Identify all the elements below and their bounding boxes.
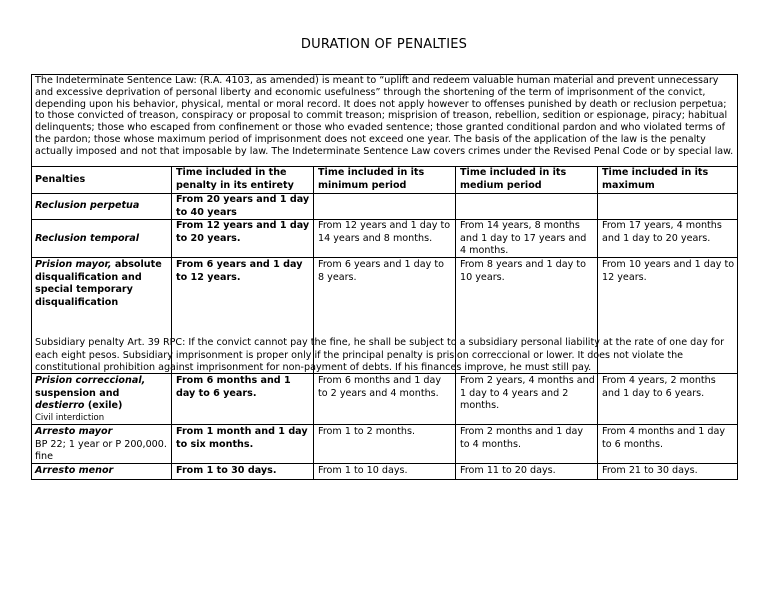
header-entirety: Time included in the penalty in its entirety xyxy=(176,167,294,191)
penalty-prision-correccional xyxy=(35,375,169,413)
reclusion-temporal-minimum: From 12 years and 1 day to 14 years and 8 months. xyxy=(318,220,451,244)
destierro-rest: (exile) xyxy=(84,400,123,411)
prision-mayor-minimum: From 6 years and 1 day to 8 years. xyxy=(318,259,445,283)
arresto-mayor-medium: From 2 months and 1 day to 4 months. xyxy=(460,426,584,450)
header-penalties: Penalties xyxy=(35,174,86,185)
header-minimum: Time included in its minimum period xyxy=(318,167,425,191)
header-maximum: Time included in its maximum xyxy=(602,167,709,191)
penalty-reclusion-temporal: Reclusion temporal xyxy=(35,233,140,244)
arresto-mayor-sub: BP 22; 1 year or P 200,000. fine xyxy=(35,439,167,462)
prision-correccional-minimum: From 6 months and 1 day to 2 years and 4 months. xyxy=(318,375,442,399)
reclusion-temporal-entirety: From 12 years and 1 day to 20 years. xyxy=(176,220,310,244)
prision-correccional-mid: suspension and xyxy=(35,387,120,399)
prision-mayor-italic: Prision mayor, xyxy=(35,259,112,270)
penalty-arresto-menor: Arresto menor xyxy=(35,465,114,476)
penalty-prision-mayor xyxy=(35,259,169,309)
col-divider-2 xyxy=(313,166,314,480)
arresto-mayor-entirety: From 1 month and 1 day to six months. xyxy=(176,426,308,450)
prision-correccional-entirety: From 6 months and 1 day to 6 years. xyxy=(176,375,291,399)
arresto-mayor-maximum: From 4 months and 1 day to 6 months. xyxy=(602,426,726,450)
reclusion-temporal-medium: From 14 years, 8 months and 1 day to 17 years and 4 months. xyxy=(460,220,587,256)
rule-row2-bottom xyxy=(31,257,738,258)
reclusion-temporal-maximum: From 17 years, 4 months and 1 day to 20 years. xyxy=(602,220,722,244)
rule-row4-bottom xyxy=(31,424,738,425)
col-divider-3 xyxy=(455,166,456,480)
reclusion-perpetua-entirety: From 20 years and 1 day to 40 years xyxy=(176,194,310,218)
header-medium: Time included in its medium period xyxy=(460,167,567,191)
prision-correccional-medium: From 2 years, 4 months and 1 day to 4 years and 2 months. xyxy=(460,375,595,411)
prision-correccional-maximum: From 4 years, 2 months and 1 day to 6 years. xyxy=(602,375,716,399)
col-divider-1 xyxy=(171,166,172,480)
rule-row5-bottom xyxy=(31,463,738,464)
destierro-italic: destierro xyxy=(35,400,85,411)
arresto-menor-entirety: From 1 to 30 days. xyxy=(176,465,277,476)
page-title: DURATION OF PENALTIES xyxy=(300,37,468,52)
prision-correccional-italic: Prision correccional, xyxy=(35,375,146,386)
arresto-menor-minimum: From 1 to 10 days. xyxy=(318,465,408,476)
penalty-reclusion-perpetua: Reclusion perpetua xyxy=(35,200,140,211)
rule-header-bottom xyxy=(31,193,738,194)
col-divider-4 xyxy=(597,166,598,480)
prision-mayor-entirety: From 6 years and 1 day to 12 years. xyxy=(176,259,303,283)
prision-correccional-sub: Civil interdiction xyxy=(35,413,105,423)
penalty-arresto-mayor: Arresto mayor xyxy=(35,426,113,437)
arresto-mayor-minimum: From 1 to 2 months. xyxy=(318,426,415,437)
arresto-menor-maximum: From 21 to 30 days. xyxy=(602,465,698,476)
arresto-menor-medium: From 11 to 20 days. xyxy=(460,465,556,476)
intro-paragraph: The Indeterminate Sentence Law: (R.A. 4103, as amended) is meant to “uplift and redeem valuable human material and prevent unnecessary and excessive deprivation of personal liberty and economic usefulness” through the shortening of the term of imprisonment of the convict, depending upon his behavior, physical, mental or moral record. It does not apply however to offenses punished by death or reclusion perpetua; to those convicted of treason, conspiracy or proposal to commit treason; misprision of treason, rebellion, sedition or espionage, piracy; habitual delinquents; those who escaped from confinement or those who evaded sentence; those granted conditional pardon and who violated terms of the pardon; those whose maximum period of imprisonment does not exceed one year. The basis of the application of the law is the penalty actually imposed and not that imposable by law. The Indeterminate Sentence Law covers crimes under the Revised Penal Code or by special law. xyxy=(35,75,734,157)
prision-mayor-rest: absolute disqualification and special temporary disqualification xyxy=(35,259,162,308)
subsidiary-penalty-note: Subsidiary penalty Art. 39 RPC: If the convict cannot pay the fine, he shall be subject to a subsidiary personal liability at the rate of one day for each eight pesos. Subsidiary imprisonment is proper only if the principal penalty is prision correccional or lower. It does not violate the constitutional prohibition against imprisonment for non-payment of debts. If his finances improve, he must still pay. xyxy=(35,337,725,373)
prision-mayor-maximum: From 10 years and 1 day to 12 years. xyxy=(602,259,735,283)
prision-mayor-medium: From 8 years and 1 day to 10 years. xyxy=(460,259,587,283)
